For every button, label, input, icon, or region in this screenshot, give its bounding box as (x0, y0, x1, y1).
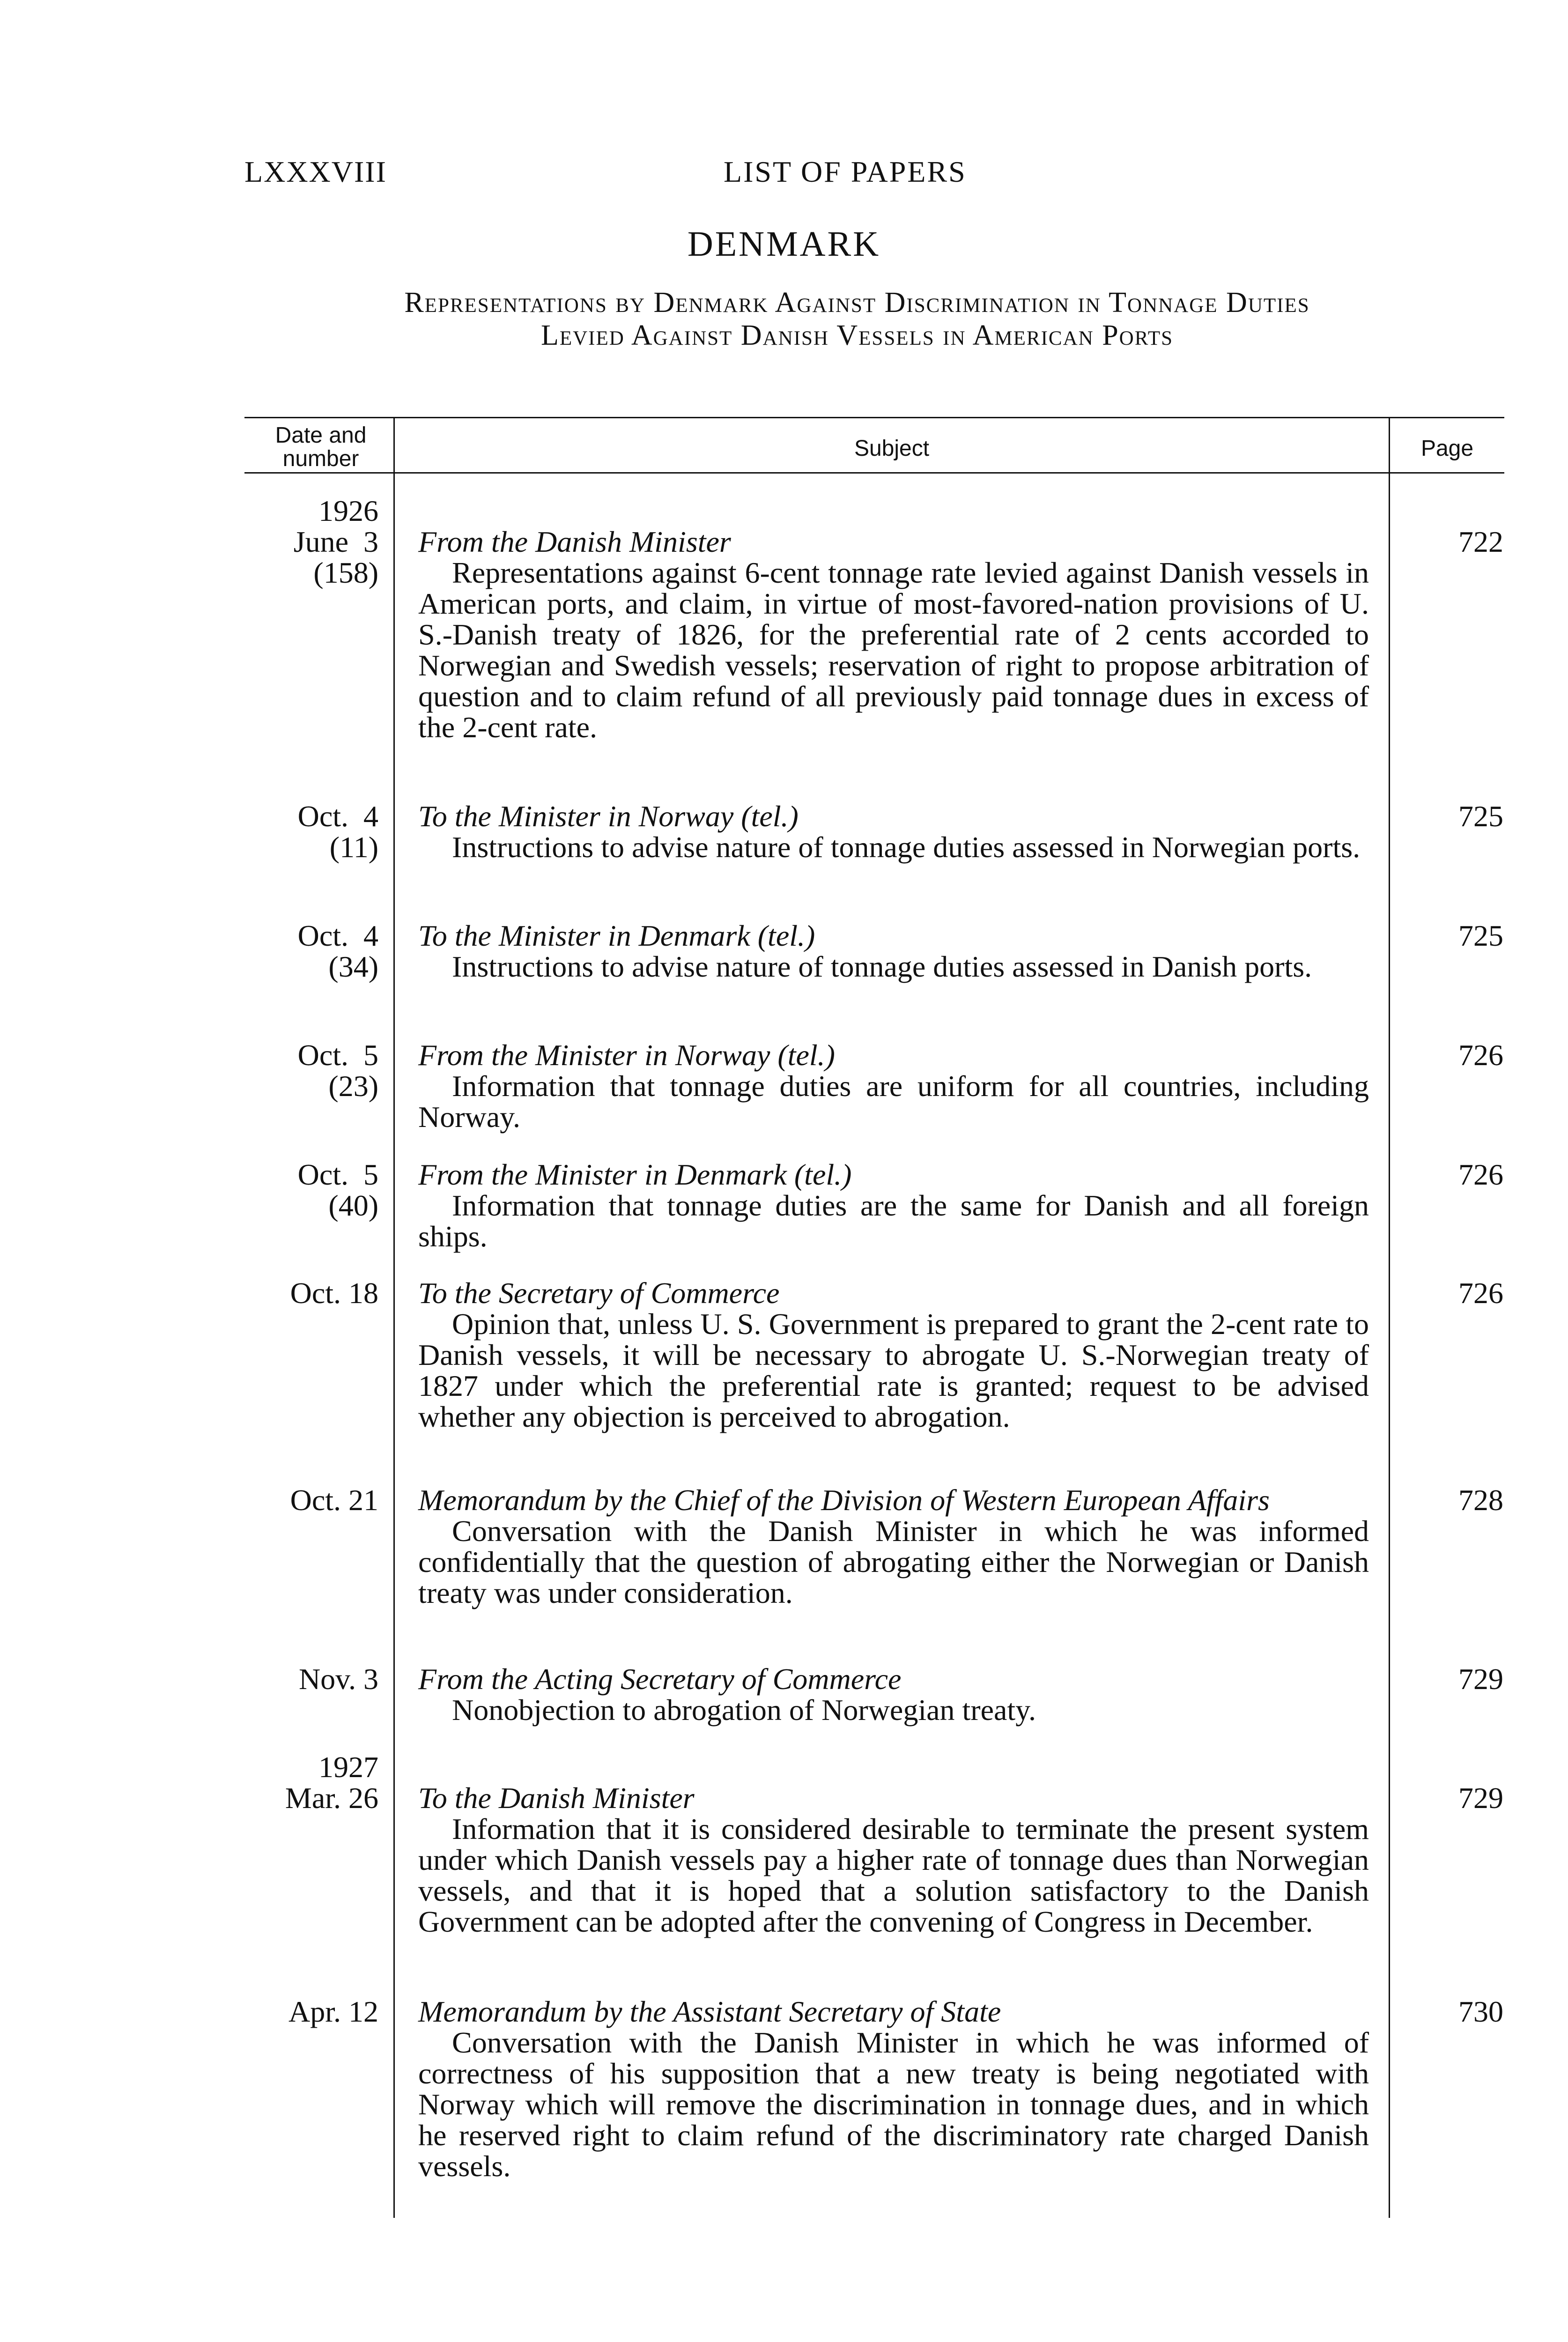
entry-heading: Memorandum by the Chief of the Division of Western European Affairs (418, 1483, 1270, 1517)
entry-date: Oct. 5 (40) (297, 1158, 378, 1222)
table-top-rule (244, 417, 1504, 418)
entry-description: Opinion that, unless U. S. Government is prepared to grant the 2-cent rate to Danish vessels, it will be necessary to abrogate U. S.-Norwegian treaty of 1827 under which the preferential rate is granted; request to be advised whether any objection is perceived to abrogation. (418, 1307, 1369, 1433)
entry-description: Information that tonnage duties are the same for Danish and all foreign ships. (418, 1189, 1369, 1253)
entry-description: Nonobjection to abrogation of Norwegian treaty. (452, 1693, 1036, 1727)
entry-heading: Memorandum by the Assistant Secretary of State (418, 1995, 1001, 2028)
page-column-divider (1389, 418, 1390, 2218)
entry-page: 729 (1458, 1662, 1503, 1696)
entry-description: Conversation with the Danish Minister in which he was informed of correctness of his supposition that a new treaty is being negotiated with Norway which will remove the discrimination in tonnage dues, and in which he reserved right to claim refund of the discriminatory rate charged Danish vessels. (418, 2026, 1369, 2183)
entry-date: Oct. 21 (290, 1483, 378, 1517)
entry-date: Oct. 18 (290, 1276, 378, 1310)
entry-subject (418, 1040, 1369, 1133)
entry-subject (418, 1783, 1369, 1937)
entry-page: 726 (1458, 1158, 1503, 1191)
date-column-divider (393, 418, 395, 2218)
column-header-subject: Subject (854, 436, 930, 461)
entry-page: 730 (1458, 1995, 1503, 2028)
entry-date: 1927 Mar. 26 (285, 1750, 378, 1815)
country-heading: DENMARK (687, 224, 881, 264)
entry-page: 729 (1458, 1781, 1503, 1815)
entry-description: Instructions to advise nature of tonnage duties assessed in Norwegian ports. (452, 830, 1361, 864)
entry-page: 726 (1458, 1276, 1503, 1310)
entry-subject (418, 1664, 1369, 1726)
entry-heading: To the Danish Minister (418, 1781, 695, 1815)
entry-description: Instructions to advise nature of tonnage duties assessed in Danish ports. (452, 950, 1312, 983)
entry-subject (418, 526, 1369, 743)
entry-date: Nov. 3 (298, 1662, 378, 1696)
entry-heading: To the Minister in Norway (tel.) (418, 800, 799, 833)
entry-subject (418, 801, 1369, 863)
entry-date: Oct. 5 (23) (297, 1038, 378, 1103)
entry-description: Conversation with the Danish Minister in which he was informed confidentially that the question of abrogating either the Norwegian or Danish treaty was under consideration. (418, 1514, 1369, 1609)
entry-date: 1926 June 3 (158) (293, 494, 378, 589)
entry-description: Information that it is considered desirable to terminate the present system under which Danish vessels pay a higher rate of tonnage dues than Norwegian vessels, and that it is hoped that a solution satisfactory to the Danish Government can be adopted after the convening of Congress in December. (418, 1812, 1369, 1938)
entry-subject (418, 1278, 1369, 1432)
entry-description: Representations against 6-cent tonnage rate levied against Danish vessels in American ports, and claim, in virtue of most-favored-nation provisions of U. S.-Danish treaty of 1826, for the preferential rate of 2 cents accorded to Norwegian and Swedish vessels; reservation of right to propose arbitration of question and to claim refund of all previously paid tonnage dues in excess of the 2-cent rate. (418, 556, 1369, 744)
entry-date: Apr. 12 (288, 1995, 378, 2028)
entry-heading: From the Minister in Norway (tel.) (418, 1038, 835, 1072)
entry-date: Oct. 4 (11) (297, 800, 378, 864)
table-header-bottom-rule (244, 472, 1504, 474)
section-title-line-1: Representations by Denmark Against Discrimination in Tonnage Duties (404, 287, 1310, 319)
entry-heading: To the Minister in Denmark (tel.) (418, 919, 815, 952)
entry-subject (418, 920, 1369, 982)
running-head: LIST OF PAPERS (724, 155, 967, 188)
entry-subject (418, 1159, 1369, 1252)
entry-heading: From the Minister in Denmark (tel.) (418, 1158, 852, 1191)
entry-heading: From the Danish Minister (418, 525, 731, 558)
section-title-line-2: Levied Against Danish Vessels in American Ports (540, 319, 1174, 351)
entry-page: 725 (1458, 919, 1503, 952)
entry-date: Oct. 4 (34) (297, 919, 378, 983)
entry-heading: To the Secretary of Commerce (418, 1276, 780, 1310)
entry-description: Information that tonnage duties are uniform for all countries, including Norway. (418, 1069, 1369, 1134)
entry-page: 726 (1458, 1038, 1503, 1072)
column-header-page: Page (1420, 436, 1474, 461)
entry-subject (418, 1485, 1369, 1608)
entry-page: 725 (1458, 800, 1503, 833)
entry-subject (418, 1996, 1369, 2182)
entry-page: 728 (1458, 1483, 1503, 1517)
column-header-date-text: Date and number (275, 423, 367, 471)
entry-heading: From the Acting Secretary of Commerce (418, 1662, 902, 1696)
entry-page: 722 (1458, 525, 1503, 558)
page-number-roman: LXXXVIII (244, 155, 387, 188)
